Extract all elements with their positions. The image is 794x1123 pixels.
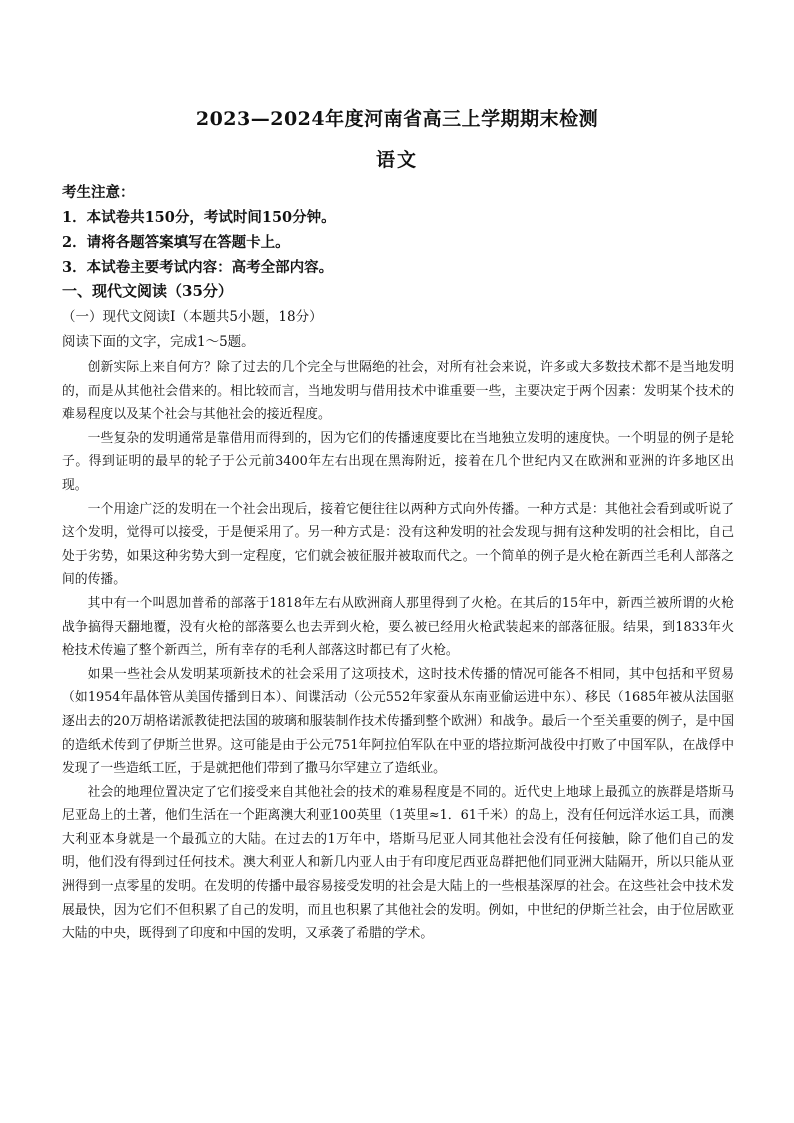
notice-item: 3．本试卷主要考试内容：高考全部内容。	[62, 259, 334, 276]
reading-instruction: 阅读下面的文字，完成1～5题。	[62, 334, 255, 350]
subsection-heading: （一）现代文阅读Ⅰ（本题共5小题，18分）	[62, 309, 323, 325]
passage-paragraph: 社会的地理位置决定了它们接受来自其他社会的技术的难易程度是不同的。近代史上地球上最孤立的族群是塔斯马尼亚岛上的土著，他们生活在一个距离澳大利亚100英里（1英里≈1．61千米）的岛上，没有任何远洋水运工具，而澳大利亚本身就是一个最孤立的大陆。在过去的1万年中，塔斯马尼亚人同其他社会没有任何接触，除了他们自己的发明，他们没有得到过任何技术。澳大利亚人和新几内亚人由于有印度尼西亚岛群把他们同亚洲大陆隔开，所以只能从亚洲得到一点零星的发明。在发明的传播中最容易接受发明的社会是大陆上的一些根基深厚的社会。在这些社会中技术发展最快，因为它们不但积累了自己的发明，而且也积累了其他社会的发明。例如，中世纪的伊斯兰社会，由于位居欧亚大陆的中央，既得到了印度和中国的发明，又承袭了希腊的学术。	[62, 784, 734, 942]
page-title: 2023—2024年度河南省高三上学期期末检测	[195, 108, 599, 130]
notice-item: 1．本试卷共150分，考试时间150分钟。	[62, 209, 336, 226]
passage-paragraph: 其中有一个叫恩加普希的部落于1818年左右从欧洲商人那里得到了火枪。在其后的15年中，新西兰被所谓的火枪战争搞得天翻地覆，没有火枪的部落要么也去弄到火枪，要么被已经用火枪武装起来的部落征服。结果，到1833年火枪技术传遍了整个新西兰，所有幸存的毛利人部落这时都已有了火枪。	[62, 595, 734, 659]
notice-block	[62, 180, 742, 280]
subject-title: 语文	[375, 149, 418, 171]
passage-paragraph: 创新实际上来自何方？除了过去的几个完全与世隔绝的社会，对所有社会来说，许多或大多数技术都不是当地发明的，而是从其他社会借来的。相比较而言，当地发明与借用技术中谁重要一些，主要决定于两个因素：发明某个技术的难易程度以及某个社会与其他社会的接近程度。	[62, 360, 734, 423]
reading-passage	[62, 356, 734, 946]
notice-heading: 考生注意：	[62, 184, 135, 201]
passage-paragraph: 一些复杂的发明通常是靠借用而得到的，因为它们的传播速度要比在当地独立发明的速度快。一个明显的例子是轮子。得到证明的最早的轮子于公元前3400年左右出现在黑海附近，接着在几个世纪内又在欧洲和亚洲的许多地区出现。	[62, 430, 734, 493]
notice-item: 2．请将各题答案填写在答题卡上。	[62, 234, 290, 251]
section-heading: 一、现代文阅读（35分）	[62, 282, 233, 300]
passage-paragraph: 一个用途广泛的发明在一个社会出现后，接着它便往往以两种方式向外传播。一种方式是：其他社会看到或听说了这个发明，觉得可以接受，于是便采用了。另一种方式是：没有这种发明的社会发现与拥有这种发明的社会相比，自己处于劣势，如果这种劣势大到一定程度，它们就会被征服并被取而代之。一个简单的例子是火枪在新西兰毛利人部落之间的传播。	[62, 501, 734, 588]
passage-paragraph: 如果一些社会从发明某项新技术的社会采用了这项技术，这时技术传播的情况可能各不相同，其中包括和平贸易（如1954年晶体管从美国传播到日本）、间谍活动（公元552年家蚕从东南亚偷运进中东）、移民（1685年被从法国驱逐出去的20万胡格诺派教徒把法国的玻璃和服装制作技术传播到整个欧洲）和战争。最后一个至关重要的例子，是中国的造纸术传到了伊斯兰世界。这可能是由于公元751年阿拉伯军队在中亚的塔拉斯河战役中打败了中国军队，在战俘中发现了一些造纸工匠，于是就把他们带到了撒马尔罕建立了造纸业。	[62, 666, 734, 777]
